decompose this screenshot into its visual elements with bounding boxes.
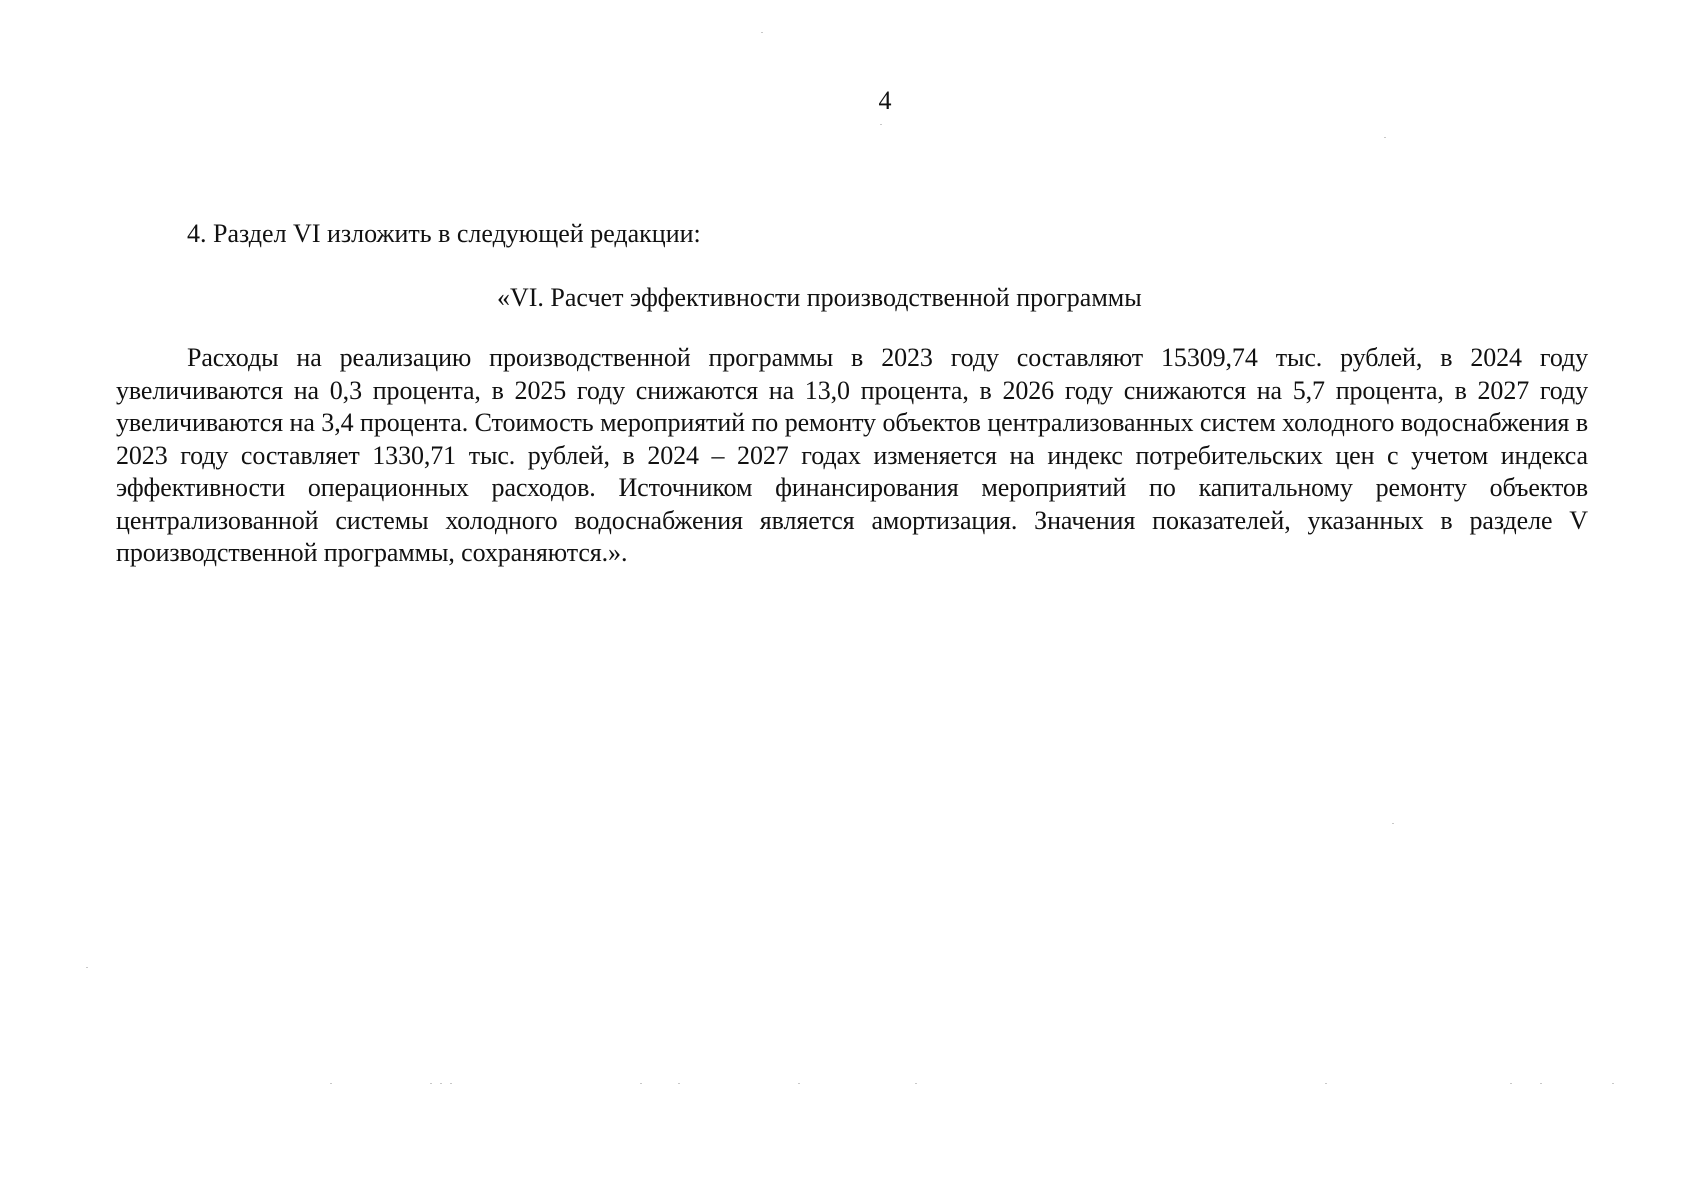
scan-speck: [1392, 823, 1394, 824]
scan-speck: [1612, 1083, 1614, 1084]
item-heading: 4. Раздел VI изложить в следующей редакции:: [187, 219, 701, 248]
scan-speck: [1540, 1083, 1542, 1084]
scan-speck: [640, 1083, 642, 1084]
scan-speck: [1510, 1083, 1512, 1084]
scan-speck: [678, 1083, 680, 1084]
scan-speck: [798, 1083, 800, 1084]
scan-speck: [86, 967, 88, 968]
scan-speck: [330, 1083, 332, 1084]
scan-speck: [761, 32, 763, 33]
page-number: 4: [878, 86, 892, 115]
scan-speck: [430, 1083, 432, 1084]
scan-speck: [880, 124, 882, 125]
scan-speck: [1384, 137, 1386, 138]
scan-speck: [915, 1083, 917, 1084]
scan-speck: [450, 1083, 452, 1084]
scan-speck: [1325, 1083, 1327, 1084]
scan-speck: [440, 1083, 442, 1084]
body-paragraph: Расходы на реализацию производственной программы в 2023 году составляют 15309,74 тыс. рублей, в 2024 году увеличиваются на 0,3 процента, в 2025 году снижаются на 13,0 процента, в 2026 году снижаются на 5,7 процента, в 2027 году увеличиваются на 3,4 процента. Стоимость мероприятий по ремонту объектов централизованных систем холодного водоснабжения в 2023 году составляет 1330,71 тыс. рублей, в 2024 – 2027 годах изменяется на индекс потребительских цен с учетом индекса эффективности операционных расходов. Источником финансирования мероприятий по капитальному ремонту объектов централизованной системы холодного водоснабжения является амортизация. Значения показателей, указанных в разделе V производственной программы, сохраняются.».: [116, 343, 1588, 567]
section-title: «VI. Расчет эффективности производственной программы: [497, 283, 1142, 312]
